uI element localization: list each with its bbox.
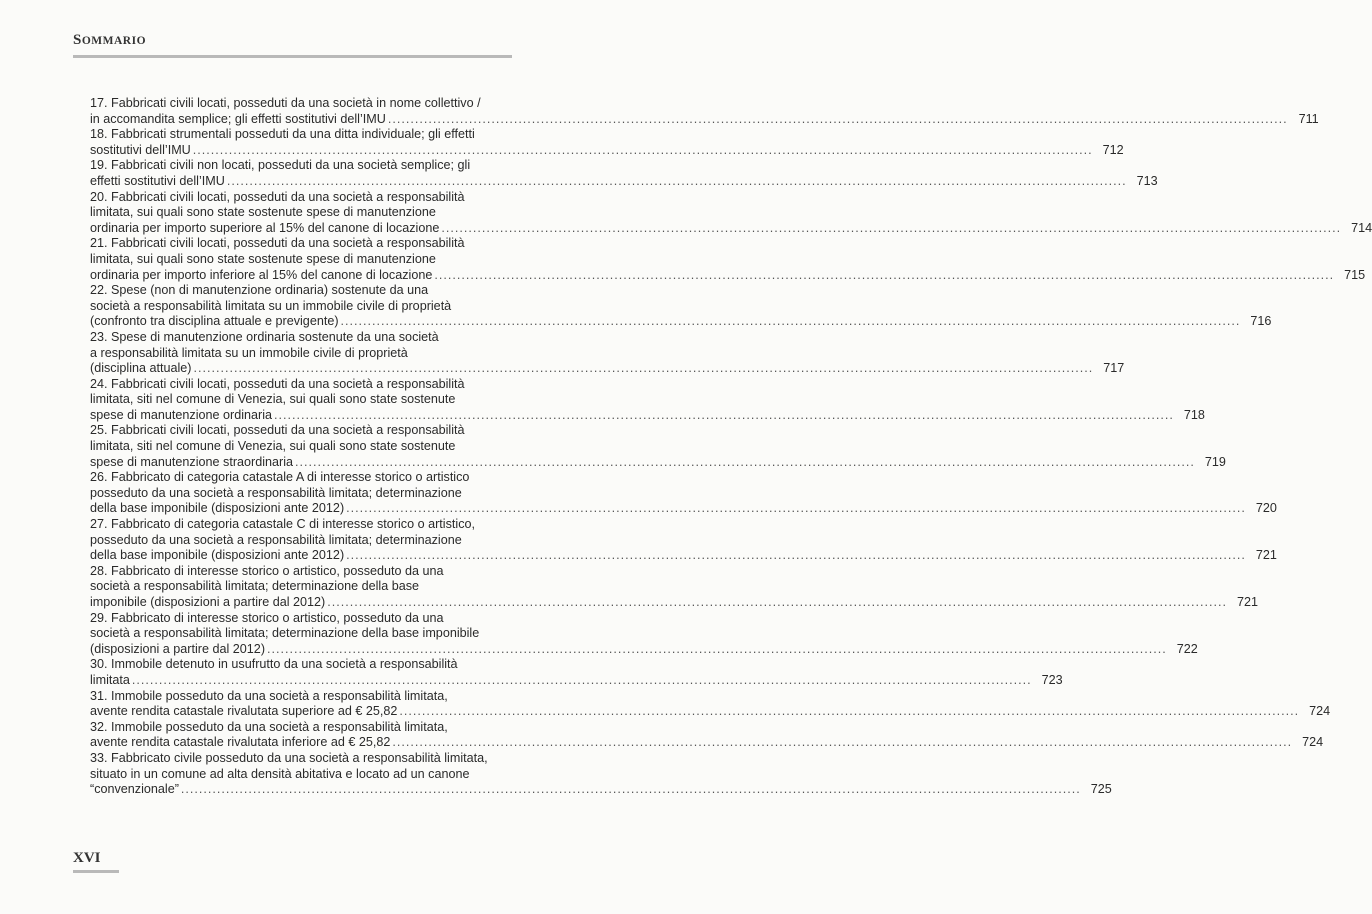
toc-entry-last-line (90, 548, 1277, 564)
toc-page-number: 719 (1204, 454, 1226, 469)
toc-entry-line: ordinaria per importo superiore al 15% del canone di locazione (90, 220, 440, 235)
toc-page-number: 721 (1255, 548, 1277, 563)
toc-entry (90, 189, 1372, 237)
toc-entry-line: a responsabilità limitata su un immobile civile di proprietà (90, 345, 408, 360)
toc-entry (90, 127, 1124, 158)
dot-leader: ........................................................................................................................................................................................................ (434, 267, 1335, 282)
dot-leader: ........................................................................................................................................................................................................ (387, 111, 1288, 126)
table-of-contents (90, 96, 1372, 798)
toc-entry-line: limitata, sui quali sono state sostenute spese di manutenzione (90, 251, 436, 266)
dot-leader: ........................................................................................................................................................................................................ (441, 220, 1342, 235)
toc-entry-line: limitata, sui quali sono state sostenute spese di manutenzione (90, 205, 436, 220)
toc-entry-last-line (90, 407, 1205, 424)
toc-entry (90, 657, 1063, 688)
toc-entry-line: 30. Immobile detenuto in usufrutto da una società a responsabilità (90, 657, 458, 672)
toc-entry-line: 26. Fabbricato di categoria catastale A di interesse storico o artistico (90, 470, 470, 485)
dot-leader: ........................................................................................................................................................................................................ (399, 704, 1300, 719)
toc-entry (90, 610, 1198, 658)
dot-leader: ........................................................................................................................................................................................................ (274, 407, 1174, 422)
dot-leader: ........................................................................................................................................................................................................ (346, 548, 1246, 563)
toc-entry-last-line (90, 501, 1277, 517)
toc-entry-line: 17. Fabbricati civili locati, posseduti da una società in nome collettivo / (90, 96, 481, 110)
toc-entry-line: ordinaria per importo inferiore al 15% del canone di locazione (90, 267, 433, 282)
toc-entry-line: (disposizioni a partire dal 2012) (90, 641, 266, 656)
toc-entry-line: 19. Fabbricati civili non locati, posseduti da una società semplice; gli (90, 158, 471, 173)
dot-leader: ........................................................................................................................................................................................................ (267, 641, 1167, 656)
header-rest: OMMARIO (81, 35, 147, 47)
toc-page-number: 722 (1176, 641, 1198, 656)
toc-entry (90, 423, 1226, 470)
toc-entry-last-line (90, 142, 1124, 159)
toc-page-number: 724 (1302, 735, 1324, 750)
toc-entry (90, 470, 1277, 517)
dot-leader: ........................................................................................................................................................................................................ (392, 735, 1293, 750)
toc-entry-line: 22. Spese (non di manutenzione ordinaria) sostenute da una (90, 283, 429, 298)
toc-entry-line: 18. Fabbricati strumentali posseduti da una ditta individuale; gli effetti (90, 127, 475, 142)
toc-entry-last-line (90, 454, 1226, 471)
toc-page-number: 725 (1090, 782, 1112, 797)
toc-entry-line: limitata, siti nel comune di Venezia, sui quali sono state sostenute (90, 392, 456, 407)
toc-entry-line: effetti sostitutivi dell’IMU (90, 173, 225, 188)
toc-page-number: 715 (1344, 267, 1366, 282)
toc-entry (90, 376, 1205, 424)
dot-leader: ........................................................................................................................................................................................................ (193, 361, 1094, 376)
toc-entry-line: società a responsabilità limitata; determinazione della base (90, 579, 420, 594)
toc-entry-line: imponibile (disposizioni a partire dal 2012) (90, 595, 326, 609)
toc-entry-line: 21. Fabbricati civili locati, posseduti da una società a responsabilità (90, 236, 465, 251)
toc-entry-last-line (90, 220, 1372, 237)
toc-entry-line: 31. Immobile posseduto da una società a responsabilità limitata, (90, 688, 448, 703)
toc-page-number: 713 (1136, 173, 1158, 188)
toc-page-number: 724 (1309, 704, 1331, 719)
toc-entry-line: 27. Fabbricato di categoria catastale C di interesse storico o artistico, (90, 517, 475, 532)
toc-entry-line: in accomandita semplice; gli effetti sostitutivi dell’IMU (90, 111, 386, 126)
running-header (73, 32, 146, 49)
toc-entry (90, 283, 1272, 330)
toc-entry-last-line (90, 173, 1158, 190)
toc-entry-line: 23. Spese di manutenzione ordinaria sostenute da una società (90, 329, 439, 344)
dot-leader: ........................................................................................................................................................................................................ (192, 142, 1093, 157)
toc-entry-line: 33. Fabbricato civile posseduto da una società a responsabilità limitata, (90, 750, 488, 765)
toc-entry (90, 517, 1277, 564)
toc-page-number: 716 (1250, 314, 1272, 329)
toc-entry-last-line (90, 672, 1063, 689)
toc-entry-line: (disciplina attuale) (90, 361, 192, 376)
toc-entry-line: posseduto da una società a responsabilità limitata; determinazione (90, 532, 462, 547)
toc-entry (90, 329, 1125, 377)
toc-entry (90, 563, 1259, 611)
toc-entry-line: 20. Fabbricati civili locati, posseduti da una società a responsabilità (90, 189, 465, 204)
toc-entry-line: 25. Fabbricati civili locati, posseduti da una società a responsabilità (90, 423, 465, 438)
toc-page-number: 714 (1351, 220, 1372, 235)
toc-page-number: 712 (1102, 142, 1124, 157)
toc-entry-line: (confronto tra disciplina attuale e previgente) (90, 314, 339, 329)
dot-leader: ........................................................................................................................................................................................................ (327, 595, 1228, 609)
dot-leader: ........................................................................................................................................................................................................ (295, 454, 1195, 469)
page-number: XVI (73, 850, 101, 866)
toc-entry-line: della base imponibile (disposizioni ante 2012) (90, 501, 345, 516)
toc-entry-last-line (90, 595, 1259, 611)
dot-leader: ........................................................................................................................................................................................................ (226, 173, 1127, 188)
toc-entry-last-line (90, 361, 1125, 377)
toc-entry-line: limitata (90, 672, 130, 687)
toc-entry-line: avente rendita catastale rivalutata inferiore ad € 25,82 (90, 735, 391, 750)
toc-page-number: 718 (1183, 407, 1205, 422)
toc-entry-line: 24. Fabbricati civili locati, posseduti da una società a responsabilità (90, 376, 465, 391)
toc-entry-line: sostitutivi dell’IMU (90, 142, 191, 157)
toc-entry (90, 158, 1158, 189)
toc-page-number: 721 (1237, 595, 1259, 609)
toc-entry-line: 28. Fabbricato di interesse storico o artistico, posseduto da una (90, 563, 444, 578)
toc-entry-last-line (90, 782, 1112, 798)
toc-entry-line: avente rendita catastale rivalutata superiore ad € 25,82 (90, 704, 398, 719)
toc-entry-last-line (90, 111, 1319, 128)
toc-entry-line: spese di manutenzione ordinaria (90, 407, 273, 422)
dot-leader: ........................................................................................................................................................................................................ (180, 782, 1081, 797)
toc-entry-line: società a responsabilità limitata; determinazione della base imponibile (90, 626, 480, 641)
toc-entry-line: società a responsabilità limitata su un immobile civile di proprietà (90, 298, 452, 313)
toc-entry-line: “convenzionale” (90, 782, 179, 797)
toc-entry-last-line (90, 314, 1272, 330)
toc-entry (90, 236, 1366, 283)
dot-leader: ........................................................................................................................................................................................................ (346, 501, 1246, 516)
toc-page-number: 720 (1255, 501, 1277, 516)
toc-entry-line: spese di manutenzione straordinaria (90, 454, 294, 469)
footer-rule (73, 870, 119, 873)
toc-entry (90, 688, 1331, 720)
toc-entry-line: situato in un comune ad alta densità abitativa e locato ad un canone (90, 766, 470, 781)
toc-page-number: 717 (1103, 361, 1125, 376)
header-initial: S (73, 32, 82, 48)
toc-entry-last-line (90, 735, 1324, 751)
toc-entry-last-line (90, 267, 1366, 284)
toc-entry (90, 750, 1112, 798)
toc-entry (90, 96, 1319, 127)
header-rule (73, 55, 512, 58)
toc-entry (90, 719, 1324, 751)
dot-leader: ........................................................................................................................................................................................................ (131, 672, 1032, 687)
toc-entry-last-line (90, 641, 1198, 658)
dot-leader: ........................................................................................................................................................................................................ (340, 314, 1241, 329)
toc-page-number: 711 (1298, 111, 1319, 126)
toc-entry-line: 32. Immobile posseduto da una società a responsabilità limitata, (90, 719, 448, 734)
toc-entry-line: 29. Fabbricato di interesse storico o artistico, posseduto da una (90, 610, 444, 625)
toc-entry-last-line (90, 704, 1331, 720)
toc-entry-line: posseduto da una società a responsabilità limitata; determinazione (90, 485, 462, 500)
toc-entry-line: della base imponibile (disposizioni ante 2012) (90, 548, 345, 563)
toc-entry-line: limitata, siti nel comune di Venezia, sui quali sono state sostenute (90, 439, 456, 454)
toc-page-number: 723 (1041, 672, 1063, 687)
